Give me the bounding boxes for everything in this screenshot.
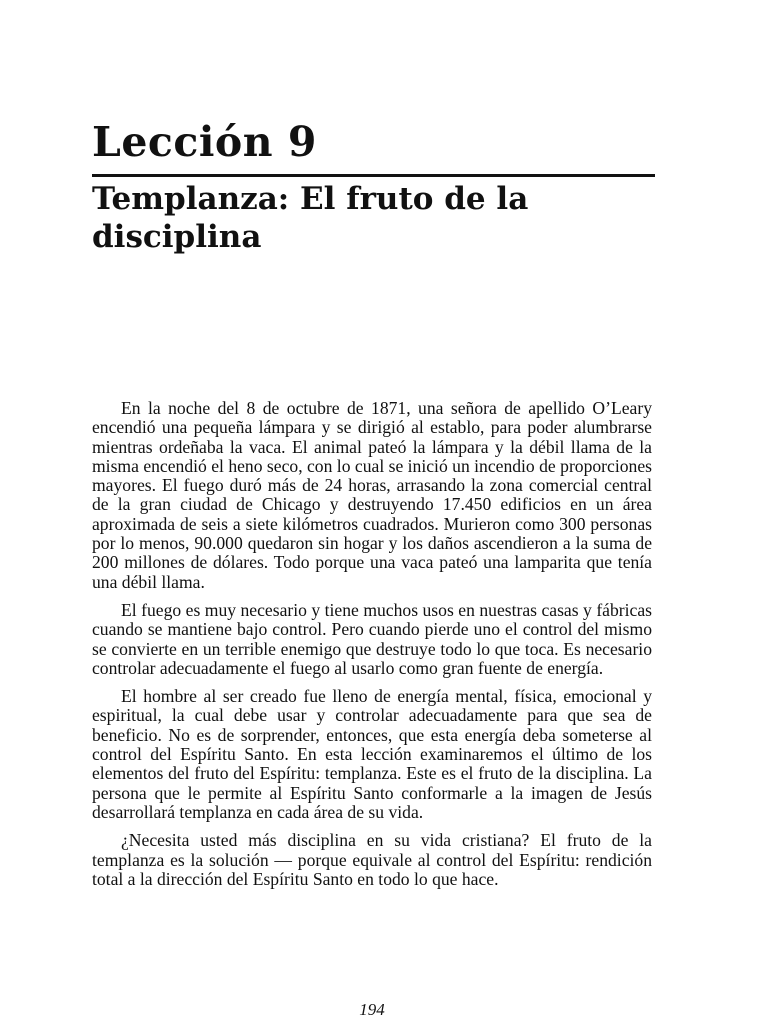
lesson-number-heading: Lección 9: [92, 118, 317, 166]
paragraph-4: ¿Necesita usted más disciplina en su vida cristiana? El fruto de la templanza es la solución — porque equivale al control del Espíritu: rendición total a la dirección del Espíritu Santo en todo lo que hace.: [92, 830, 652, 889]
page-number: 194: [359, 1000, 385, 1019]
paragraph-3: El hombre al ser creado fue lleno de energía mental, física, emocional y espiritual, la cual debe usar y controlar adecuadamente para que sea de beneficio. No es de sorprender, entonces, que esta energía deba someterse al control del Espíritu Santo. En esta lección examinaremos el último de los elementos del fruto del Espíritu: templanza. Este es el fruto de la disciplina. La persona que le permite al Espíritu Santo conformarle a la imagen de Jesús desarrollará templanza en cada área de su vida.: [92, 686, 652, 822]
paragraph-1: En la noche del 8 de octubre de 1871, una señora de apellido O’Leary encendió una pequeña lámpara y se dirigió al establo, para poder alumbrarse mientras ordeñaba la vaca. El animal pateó la lámpara y la débil llama de la misma encendió el heno seco, con lo cual se inició un incendio de proporciones mayores. El fuego duró más de 24 horas, arrasando la zona comercial central de la gran ciudad de Chicago y destruyendo 17.450 edificios en un área aproximada de seis a siete kilómetros cuadrados. Murieron como 300 personas por lo menos, 90.000 quedaron sin hogar y los daños ascendieron a la suma de 200 millones de dólares. Todo porque una vaca pateó una lamparita que tenía una débil llama.: [92, 398, 652, 592]
title-divider-rule: [92, 174, 655, 177]
paragraph-2: El fuego es muy necesario y tiene muchos usos en nuestras casas y fábricas cuando se mantiene bajo control. Pero cuando pierde uno el control del mismo se convierte en un terrible enemigo que destruye todo lo que toca. Es necesario controlar adecuadamente el fuego al usarlo como gran fuente de energía.: [92, 599, 652, 678]
body-text: [92, 399, 652, 898]
lesson-title: Templanza: El fruto de la disciplina: [92, 181, 529, 255]
